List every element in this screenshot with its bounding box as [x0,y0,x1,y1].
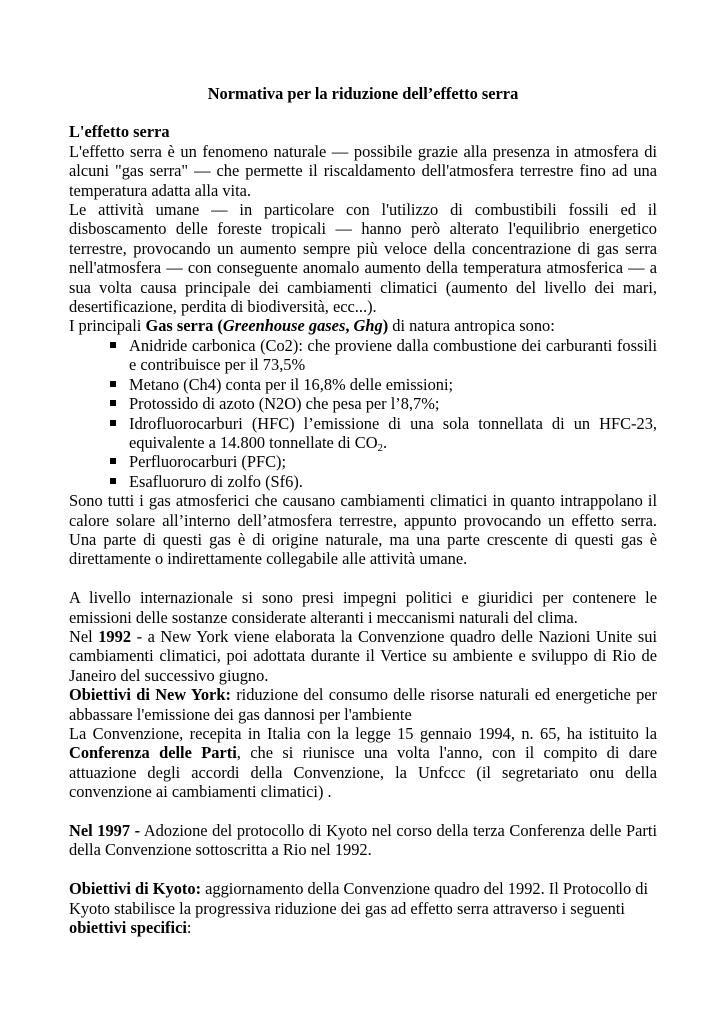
text-run: Nel [69,626,99,646]
paragraph-human-activity: Le attività umane — in particolare con l'utilizzo di combustibili fossili ed il disboscamento delle foreste tropicali — hanno però alterato l'equilibrio energetico terrestre, provocando un aumento sempre più veloce della concentrazione di gas serra nell'atmosfera — con conseguente anomalo aumento della temperatura atmosferica — a sua volta causa principale dei cambiamenti climatici (aumento del livello dei mari, desertificazione, perdita di biodiversità, ecc...). [69,200,657,317]
paragraph-gas-list-intro [69,316,657,335]
list-item: Esafluoruro di zolfo (Sf6). [110,472,657,491]
paragraph-1997 [69,821,657,860]
text-run: , che si riunisce una volta l'anno, con il compito di dare attuazione degli accordi della Convenzione, la Unfccc (il segretariato onu della convenzione ai cambiamenti climatici) . [69,743,657,802]
spacer [69,802,657,821]
text-run: riduzione del consumo delle risorse naturali ed energetiche per abbassare l'emissione dei gas dannosi per l'ambiente [69,685,657,724]
document-page [69,84,657,937]
list-item: Perfluorocarburi (PFC); [110,452,657,471]
subscript: 2 [377,441,384,454]
text-run: ) [382,316,389,336]
bold-kyoto-goals: Obiettivi di Kyoto: [69,879,202,899]
spacer [69,860,657,879]
text-run: aggiornamento della Convenzione quadro del 1992. Il Protocollo di Kyoto stabilisce la progressiva riduzione dei gas ad effetto serra attraverso i seguenti [69,879,649,918]
gas-list [69,336,657,491]
text-run: I principali [69,316,146,336]
bold-gas-serra: Gas serra [145,316,214,336]
spacer [69,569,657,588]
paragraph-new-york-goals [69,685,657,724]
text-run: - a New York viene elaborata la Convenzione quadro delle Nazioni Unite sui cambiamenti climatici, poi adottata durante il Vertice su ambiente e sviluppo di Rio de Janeiro del successivo giugno. [69,626,658,685]
list-item: Metano (Ch4) conta per il 16,8% delle emissioni; [110,375,657,394]
text-run: , [345,316,354,336]
bold-year-1997: Nel 1997 - [69,821,141,840]
text-run: Idrofluorocarburi (HFC) l’emissione di una sola tonnellata di un HFC-23, equivalente a 14.800 tonnellate di CO [129,413,657,452]
paragraph-international: A livello internazionale si sono presi impegni politici e giuridici per contenere le emissioni delle sostanze considerate alteranti i meccanismi naturali del clima. [69,588,657,627]
paragraph-gas-effects: Sono tutti i gas atmosferici che causano cambiamenti climatici in quanto intrappolano il calore solare all’interno dell’atmosfera terrestre, appunto provocando un effetto serra. Una parte di questi gas è di origine naturale, ma una parte crescente di questi gas è direttamente o indirettamente collegabile alle attività umane. [69,491,657,569]
list-item: Anidride carbonica (Co2): che proviene dalla combustione dei carburanti fossili e contribuisce per il 73,5% [110,336,657,375]
bold-specific-goals: obiettivi specifici [69,918,187,938]
text-run: : [186,918,192,938]
bold-italic-greenhouse-gases: Greenhouse gases [222,316,346,336]
text-run: ( [213,316,223,336]
paragraph-kyoto-goals [69,879,657,937]
bold-conferenza-parti: Conferenza delle Parti [69,743,237,763]
paragraph-convention [69,724,657,802]
text-run: . [383,432,388,452]
bold-new-york-goals: Obiettivi di New York: [69,685,231,705]
bold-italic-ghg: Ghg [353,316,383,336]
paragraph-1992 [69,627,657,685]
paragraph-greenhouse-intro: L'effetto serra è un fenomeno naturale — possibile grazie alla presenza in atmosfera di alcuni "gas serra" — che permette il riscaldamento dell'atmosfera terrestre fino ad una temperatura adatta alla vita. [69,141,657,200]
section-heading: L'effetto serra [69,122,170,142]
document-title: Normativa per la riduzione dell’effetto serra [207,84,519,103]
bold-year-1992: 1992 [98,626,132,646]
list-item [110,414,657,453]
text-run: La Convenzione, recepita in Italia con la legge 15 gennaio 1994, n. 65, ha istituito la [69,723,657,743]
text-run: di natura antropica sono: [388,316,555,336]
list-item: Protossido di azoto (N2O) che pesa per l’8,7%; [110,394,657,413]
text-run: Adozione del protocollo di Kyoto nel corso della terza Conferenza delle Parti della Convenzione sottoscritta a Rio nel 1992. [69,821,657,860]
